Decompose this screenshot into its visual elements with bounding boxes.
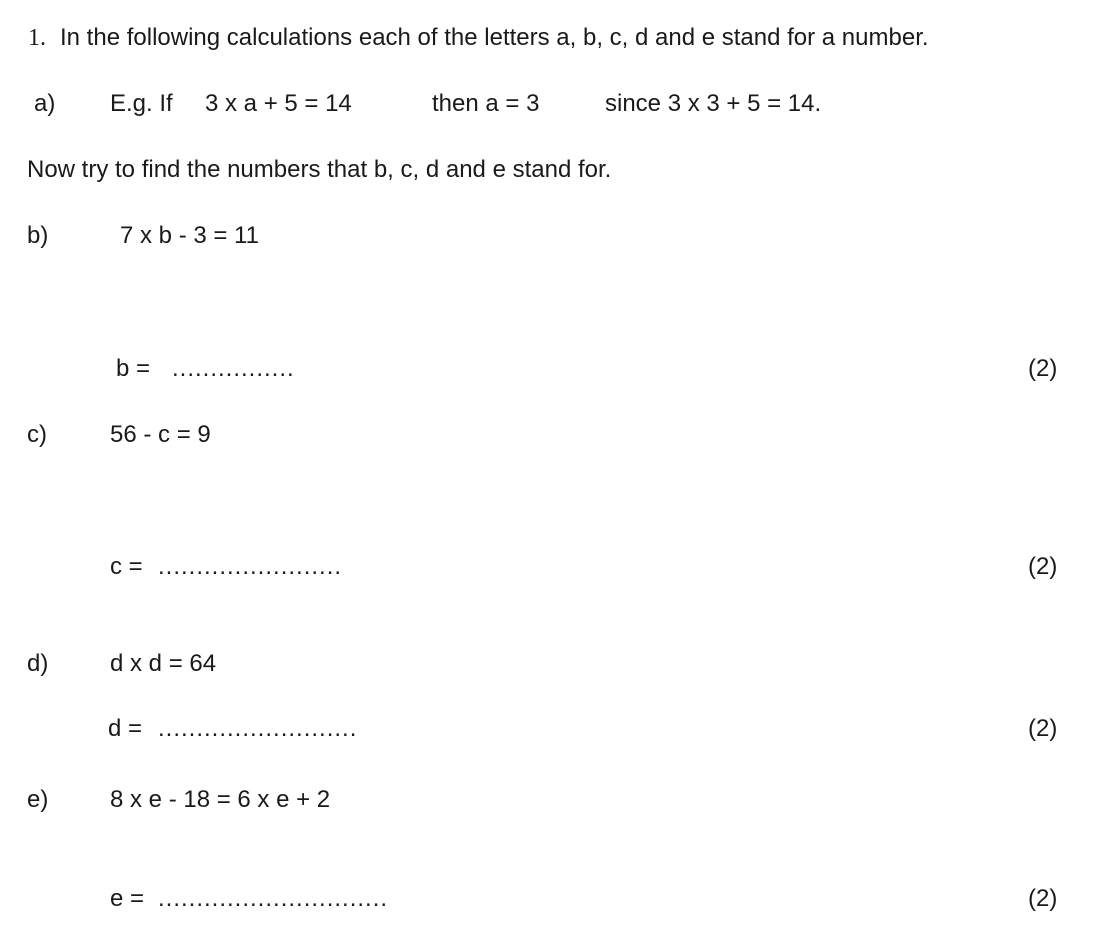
- part-b-equation: 7 x b - 3 = 11: [120, 222, 259, 249]
- part-e-answer-prefix: e =: [110, 885, 145, 912]
- example-reason: since 3 x 3 + 5 = 14.: [605, 90, 822, 117]
- part-e-label: e): [27, 786, 49, 813]
- part-e-equation: 8 x e - 18 = 6 x e + 2: [110, 786, 331, 813]
- example-result: then a = 3: [432, 90, 540, 117]
- part-d-equation: d x d = 64: [110, 650, 217, 677]
- part-c-marks: (2): [1028, 553, 1058, 580]
- example-prefix: E.g. If: [110, 90, 173, 117]
- part-c-equation: 56 - c = 9: [110, 421, 211, 448]
- question-number: 1.: [28, 25, 46, 51]
- part-e-marks: (2): [1028, 885, 1058, 912]
- part-c-answer-prefix: c =: [110, 553, 143, 580]
- example-equation: 3 x a + 5 = 14: [205, 90, 352, 117]
- part-e-answer-field[interactable]: ..............................: [158, 885, 389, 912]
- part-d-answer-prefix: d =: [108, 715, 143, 742]
- part-b-marks: (2): [1028, 355, 1058, 382]
- part-b-answer-field[interactable]: ................: [172, 355, 295, 382]
- part-d-label: d): [27, 650, 49, 677]
- instruction-text: Now try to find the numbers that b, c, d and e stand for.: [27, 156, 612, 183]
- part-b-answer-prefix: b =: [116, 355, 151, 382]
- part-d-marks: (2): [1028, 715, 1058, 742]
- question-intro: In the following calculations each of the letters a, b, c, d and e stand for a number.: [60, 24, 929, 51]
- part-d-answer-field[interactable]: ..........................: [158, 715, 358, 742]
- part-b-label: b): [27, 222, 49, 249]
- part-c-answer-field[interactable]: ........................: [158, 553, 343, 580]
- part-c-label: c): [27, 421, 47, 448]
- part-a-label: a): [34, 90, 56, 117]
